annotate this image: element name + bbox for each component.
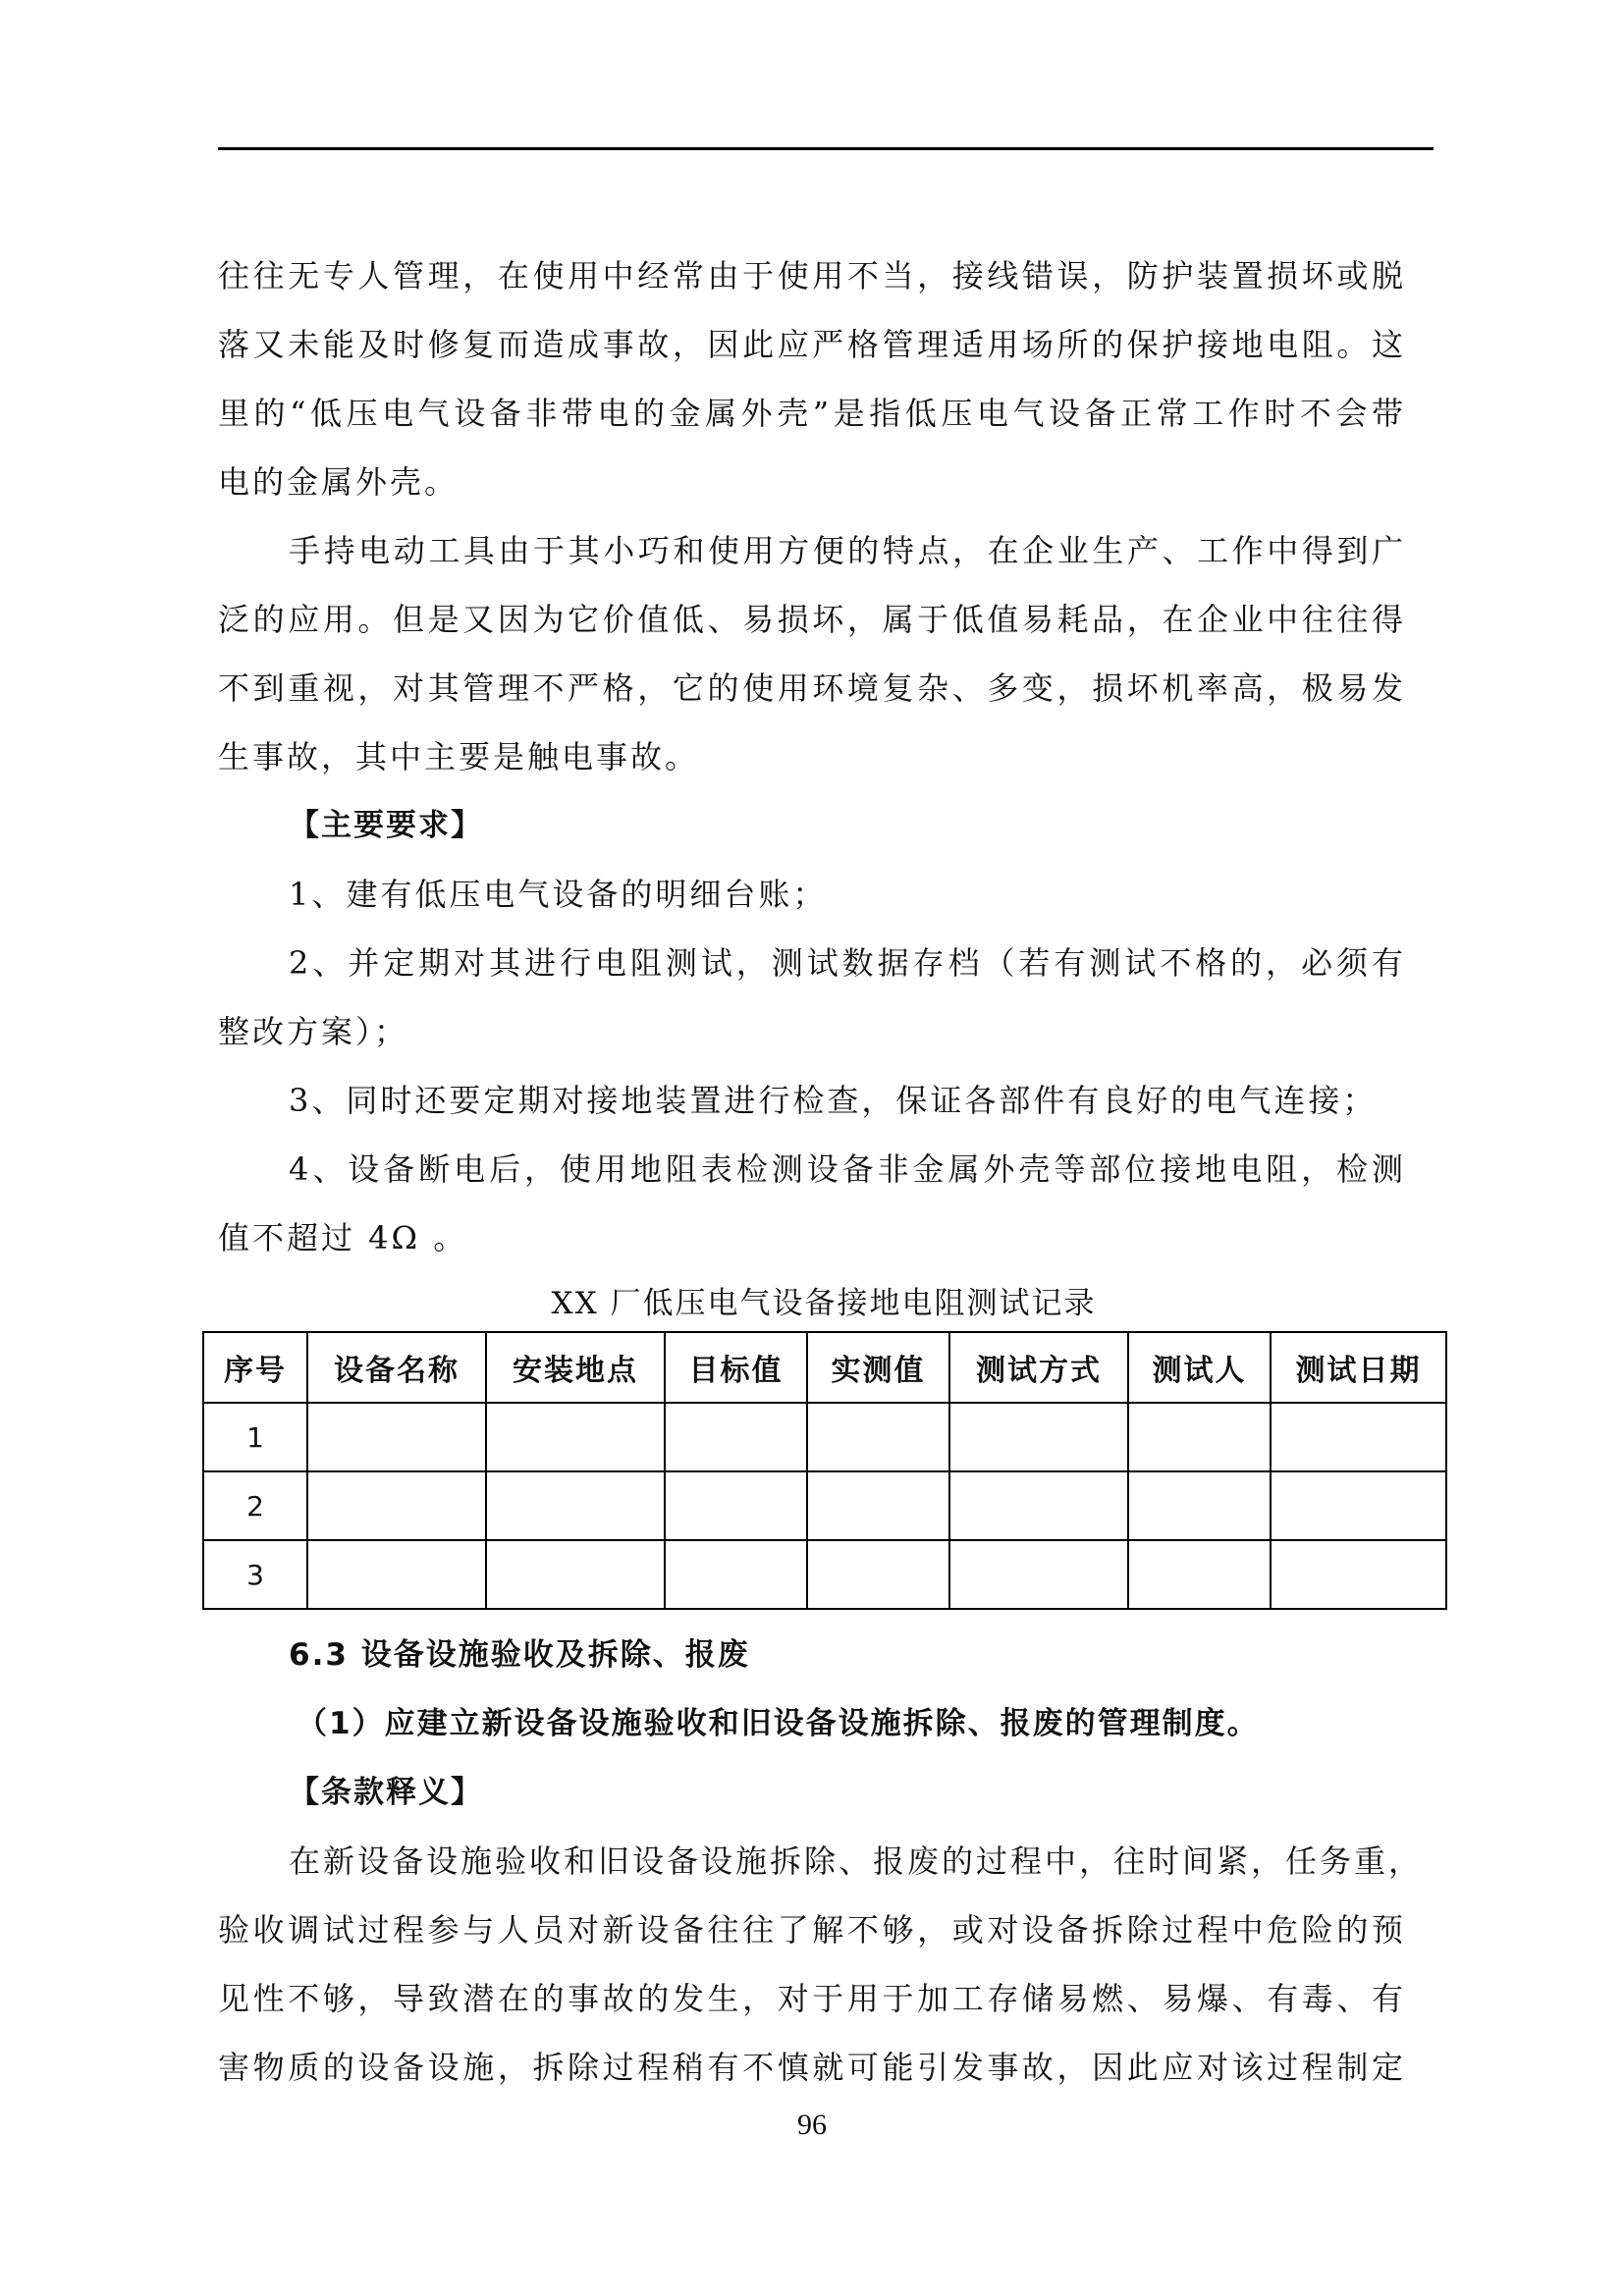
clause-explanation-heading: 【条款释义】 bbox=[289, 1775, 483, 1810]
column-header: 安装地点 bbox=[486, 1332, 665, 1403]
main-requirements-heading: 【主要要求】 bbox=[289, 808, 483, 843]
table-cell bbox=[807, 1403, 949, 1471]
table-cell bbox=[949, 1471, 1128, 1540]
requirement-item: 4、设备断电后，使用地阻表检测设备非金属外壳等部位接地电阻，检测 bbox=[289, 1150, 1406, 1188]
requirement-item-continued: 值不超过 4Ω 。 bbox=[218, 1219, 468, 1256]
table-cell bbox=[486, 1471, 665, 1540]
header-rule bbox=[218, 147, 1434, 150]
table-row bbox=[203, 1471, 1446, 1540]
column-header: 实测值 bbox=[807, 1332, 949, 1403]
table-cell bbox=[307, 1471, 486, 1540]
text-line: 在新设备设施验收和旧设备设施拆除、报废的过程中，往时间紧，任务重， bbox=[289, 1842, 1424, 1880]
table-header-row bbox=[203, 1332, 1446, 1403]
row-number: 2 bbox=[203, 1471, 307, 1540]
requirement-item-continued: 整改方案）； bbox=[218, 1013, 409, 1050]
table-cell bbox=[665, 1403, 807, 1471]
table-cell bbox=[1271, 1540, 1446, 1609]
section-heading: 6.3 设备设施验收及拆除、报废 bbox=[289, 1637, 750, 1673]
table-cell bbox=[665, 1540, 807, 1609]
test-record-table bbox=[202, 1331, 1447, 1610]
column-header: 序号 bbox=[203, 1332, 307, 1403]
requirement-item: 1、建有低压电气设备的明细台账； bbox=[289, 876, 828, 913]
requirement-item: 3、同时还要定期对接地装置进行检查，保证各部件有良好的电气连接； bbox=[289, 1082, 1378, 1119]
table-cell bbox=[949, 1403, 1128, 1471]
text-line: 见性不够，导致潜在的事故的发生，对于用于加工存储易燃、易爆、有毒、有 bbox=[218, 1980, 1406, 2017]
table-cell bbox=[1271, 1471, 1446, 1540]
table-caption: XX 厂低压电气设备接地电阻测试记录 bbox=[551, 1286, 1097, 1321]
table-cell bbox=[307, 1540, 486, 1609]
text-line: 生事故，其中主要是触电事故。 bbox=[218, 738, 700, 775]
table-row bbox=[203, 1540, 1446, 1609]
column-header: 测试日期 bbox=[1271, 1332, 1446, 1403]
table-row bbox=[203, 1403, 1446, 1471]
column-header: 设备名称 bbox=[307, 1332, 486, 1403]
text-line: 验收调试过程参与人员对新设备往往了解不够，或对设备拆除过程中危险的预 bbox=[218, 1911, 1406, 1949]
table-cell bbox=[1128, 1403, 1271, 1471]
table-cell bbox=[949, 1540, 1128, 1609]
column-header: 测试方式 bbox=[949, 1332, 1128, 1403]
text-line: 不到重视，对其管理不严格，它的使用环境复杂、多变，损坏机率高，极易发 bbox=[218, 669, 1406, 707]
text-line: 落又未能及时修复而造成事故，因此应严格管理适用场所的保护接地电阻。这 bbox=[218, 326, 1406, 363]
text-line: 里的“低压电气设备非带电的金属外壳”是指低压电气设备正常工作时不会带 bbox=[218, 395, 1406, 432]
row-number: 3 bbox=[203, 1540, 307, 1609]
table-cell bbox=[807, 1471, 949, 1540]
column-header: 目标值 bbox=[665, 1332, 807, 1403]
text-line: 害物质的设备设施，拆除过程稍有不慎就可能引发事故，因此应对该过程制定 bbox=[218, 2049, 1406, 2086]
table-cell bbox=[665, 1471, 807, 1540]
table-cell bbox=[1271, 1403, 1446, 1471]
text-line: 手持电动工具由于其小巧和使用方便的特点，在企业生产、工作中得到广 bbox=[289, 532, 1406, 569]
column-header: 测试人 bbox=[1128, 1332, 1271, 1403]
text-line: 往往无专人管理，在使用中经常由于使用不当，接线错误，防护装置损坏或脱 bbox=[218, 257, 1406, 294]
row-number: 1 bbox=[203, 1403, 307, 1471]
table-cell bbox=[307, 1403, 486, 1471]
requirement-item: 2、并定期对其进行电阻测试，测试数据存档（若有测试不格的，必须有 bbox=[289, 944, 1406, 982]
table-cell bbox=[486, 1540, 665, 1609]
page-number: 96 bbox=[797, 2109, 827, 2141]
table-cell bbox=[1128, 1471, 1271, 1540]
table-cell bbox=[486, 1403, 665, 1471]
text-line: 泛的应用。但是又因为它价值低、易损坏，属于低值易耗品，在企业中往往得 bbox=[218, 601, 1406, 638]
text-line: 电的金属外壳。 bbox=[218, 463, 460, 501]
clause-text: （1）应建立新设备设施验收和旧设备设施拆除、报废的管理制度。 bbox=[297, 1706, 1260, 1741]
table-cell bbox=[1128, 1540, 1271, 1609]
table-cell bbox=[807, 1540, 949, 1609]
